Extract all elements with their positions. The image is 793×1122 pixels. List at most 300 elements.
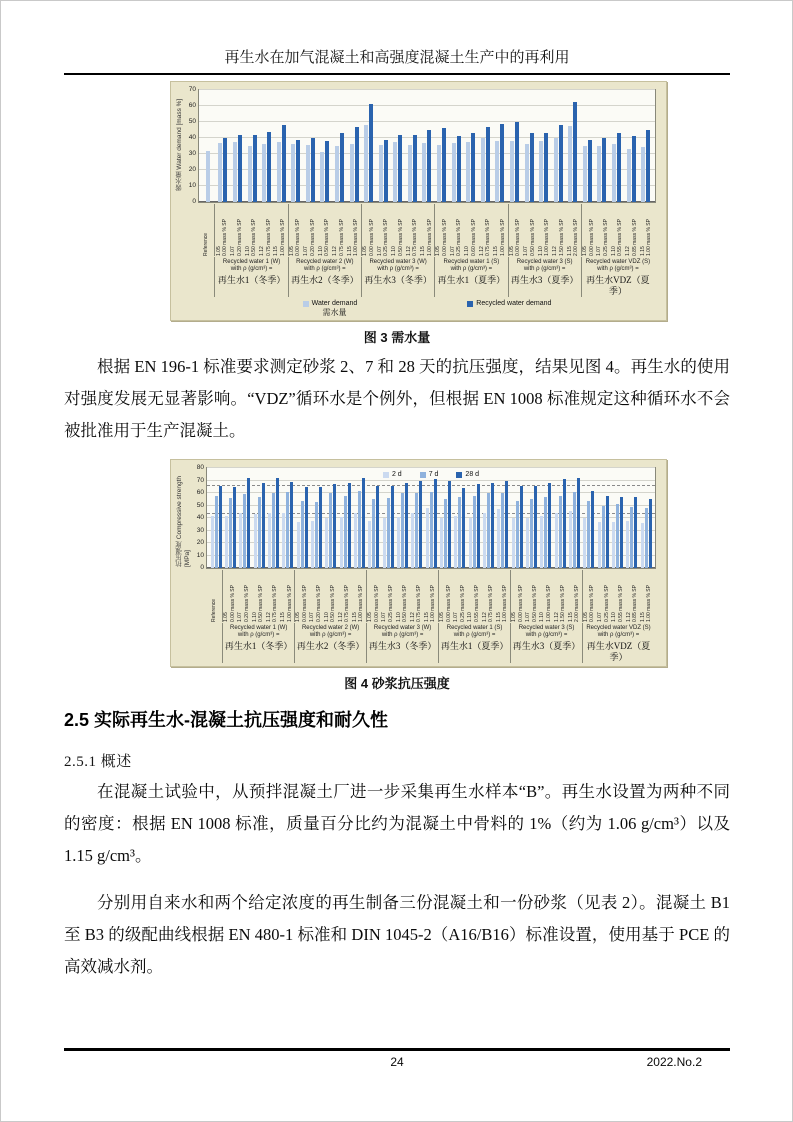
- x-tick: [237, 570, 251, 622]
- x-tick-label: 0.20 mass % SP: [236, 219, 243, 256]
- group-label-en: Recycled water 3 (W): [373, 625, 432, 631]
- x-tick: [366, 570, 381, 622]
- bar-column: [381, 468, 395, 568]
- bar: [500, 124, 504, 202]
- group-label-en2: with ρ (g/cm³) =: [237, 632, 280, 638]
- x-tick-label: 1.07: [237, 612, 244, 622]
- group-label-en: Recycled water 3 (S): [516, 259, 573, 265]
- bar: [262, 144, 266, 202]
- bar: [602, 506, 605, 569]
- bar: [376, 486, 379, 569]
- x-tick: [252, 570, 266, 622]
- x-tick-label: 1.05: [511, 612, 518, 622]
- x-tick-label: 0.55 mass % SP: [617, 585, 624, 622]
- x-tick-label: 1.15: [351, 612, 358, 622]
- bar: [419, 481, 422, 569]
- x-tick-label: 1.00 mass % SP: [646, 585, 653, 622]
- x-tick-label: 1.07: [596, 246, 603, 256]
- x-tick-label: 1.15: [566, 246, 573, 256]
- legend-item: [456, 471, 479, 479]
- legend-swatch: [420, 472, 426, 478]
- group-label: [581, 257, 654, 297]
- bar-column: [266, 468, 280, 568]
- y-tick-label: 30: [188, 150, 196, 157]
- group-label: [361, 257, 434, 297]
- bar: [291, 144, 295, 202]
- x-tick-label: 1.07: [453, 612, 460, 622]
- y-tick-label: 20: [188, 166, 196, 174]
- x-tick-label: 1.50 mass % SP: [560, 585, 567, 622]
- x-tick-label: 1.00 mass % SP: [545, 585, 552, 622]
- bar-column: [539, 468, 553, 568]
- y-tick-label: 70: [196, 476, 204, 484]
- bar-column: [478, 90, 493, 202]
- bar: [526, 518, 529, 568]
- issue-label: 2022.No.2: [646, 1055, 702, 1069]
- x-tick-label: 1.05: [288, 246, 295, 256]
- x-tick-label: 0.00 mass % SP: [373, 585, 380, 622]
- bar-column: [609, 90, 624, 202]
- x-tick: [581, 204, 596, 256]
- bar-column: [424, 468, 438, 568]
- x-tick: [566, 204, 580, 256]
- x-tick-label: 2.00 mass % SP: [574, 585, 581, 622]
- bar: [408, 145, 412, 202]
- x-tick: [338, 570, 352, 622]
- x-tick: [266, 570, 280, 622]
- bar: [559, 125, 563, 202]
- figure4-chart: [170, 459, 667, 667]
- group-label-en2: with ρ (g/cm³) =: [523, 266, 566, 272]
- legend: [207, 471, 655, 479]
- bar: [415, 493, 418, 568]
- bar: [267, 132, 271, 202]
- group-label-en: Recycled water 1 (W): [222, 259, 281, 265]
- group-label-en2: with ρ (g/cm³) =: [597, 632, 640, 638]
- x-axis-labels: [198, 204, 656, 256]
- bar: [539, 141, 543, 202]
- x-tick-label: 1.05: [362, 246, 369, 256]
- bar: [238, 135, 242, 202]
- x-tick-label: 0.85 mass % SP: [632, 585, 639, 622]
- x-tick-label: 1.05: [508, 246, 515, 256]
- x-tick-label: 0.50 mass % SP: [251, 219, 258, 256]
- bar-column: [238, 468, 252, 568]
- bar-column: [201, 90, 216, 202]
- y-axis: [176, 464, 206, 663]
- bar-column: [391, 90, 406, 202]
- bar-column: [507, 90, 522, 202]
- x-tick-label: 1.10: [391, 246, 398, 256]
- x-tick-label: 1.00 mass % SP: [279, 219, 286, 256]
- x-tick-label: 1.10: [317, 246, 324, 256]
- x-tick: [222, 570, 237, 622]
- x-tick: [496, 570, 510, 622]
- x-tick-label: 1.15: [567, 612, 574, 622]
- bar: [591, 491, 594, 569]
- bar: [634, 497, 637, 568]
- group-label-en: Recycled water 1 (S): [443, 259, 500, 265]
- bar-column: [565, 90, 580, 202]
- bar: [645, 508, 648, 568]
- bar: [646, 130, 650, 202]
- bar: [223, 138, 227, 202]
- x-tick-label: 1.00 mass % SP: [430, 585, 437, 622]
- x-tick-label: 0.00 mass % SP: [588, 219, 595, 256]
- bar: [530, 499, 533, 568]
- bar: [335, 146, 339, 202]
- bar-column: [332, 90, 347, 202]
- y-tick-label: 30: [196, 526, 204, 534]
- legend-label: Water demand: [311, 300, 358, 307]
- bar-column: [434, 90, 449, 202]
- running-header: 再生水在加气混凝土和高强度混凝土生产中的再利用: [224, 50, 570, 66]
- bar-column: [230, 90, 245, 202]
- bar: [641, 147, 645, 202]
- x-tick-label: 1.07: [523, 246, 530, 256]
- bar: [487, 493, 490, 568]
- x-tick-label: 1.12: [259, 246, 266, 256]
- group-label-zh: 再生水VDZ（夏季）: [586, 275, 650, 296]
- x-tick-label: 1.05: [295, 612, 302, 622]
- bar-column: [551, 90, 566, 202]
- bar: [555, 513, 558, 568]
- group-label-zh: 再生水VDZ（夏季）: [586, 641, 651, 662]
- bar: [311, 521, 314, 569]
- bar-column: [553, 468, 567, 568]
- bar: [458, 497, 461, 568]
- bar: [497, 509, 500, 568]
- y-tick-label: 70: [188, 86, 196, 93]
- x-axis-labels: [206, 570, 656, 622]
- bar: [530, 133, 534, 202]
- bar-column: [367, 468, 381, 568]
- bar: [383, 518, 386, 568]
- x-tick-label: 1.15: [639, 612, 646, 622]
- group-label: [438, 623, 510, 663]
- y-axis-label: 抗压强度 Compressive strength [MPa]: [176, 475, 191, 567]
- x-tick: [280, 570, 294, 622]
- bar: [501, 493, 504, 568]
- x-tick: [420, 204, 434, 256]
- x-tick: [640, 204, 654, 256]
- bar: [442, 128, 446, 202]
- x-tick: [510, 570, 525, 622]
- bar: [282, 125, 286, 202]
- y-ticks: [184, 86, 198, 205]
- bar: [505, 481, 508, 569]
- x-tick-label: 1.07: [309, 612, 316, 622]
- subsection-heading-2-5-1: 2.5.1 概述: [64, 754, 132, 770]
- x-tick-label: 1.15: [639, 246, 646, 256]
- x-tick: [395, 570, 409, 622]
- x-tick-label: 0.00 mass % SP: [295, 219, 302, 256]
- bar-column: [510, 468, 524, 568]
- x-tick-label: 1.12: [405, 246, 412, 256]
- bar: [559, 496, 562, 569]
- bar: [344, 496, 347, 569]
- bar-column: [449, 90, 464, 202]
- bar: [422, 143, 426, 202]
- bar: [486, 127, 490, 202]
- bar: [649, 499, 652, 568]
- bar: [218, 143, 222, 202]
- bar-column: [438, 468, 452, 568]
- legend-item: [467, 300, 551, 308]
- bar-column: [274, 90, 289, 202]
- x-tick: [259, 204, 273, 256]
- x-tick: [424, 570, 438, 622]
- x-tick: [294, 570, 309, 622]
- bar-column: [639, 468, 653, 568]
- bar: [262, 483, 265, 568]
- x-tick-label: 1.10: [610, 246, 617, 256]
- bar-column: [453, 468, 467, 568]
- x-tick: [539, 570, 553, 622]
- footer: [64, 1048, 730, 1069]
- bar: [440, 518, 443, 568]
- y-tick-label: 60: [188, 102, 196, 109]
- group-spacer: [200, 257, 214, 297]
- bar: [219, 486, 222, 569]
- x-tick-label: 1.12: [625, 612, 632, 622]
- group-label: [508, 257, 581, 297]
- bar: [320, 152, 324, 202]
- plot-area: [198, 89, 656, 203]
- bar: [520, 486, 523, 569]
- x-tick: [381, 570, 395, 622]
- x-tick-label: 1.12: [337, 612, 344, 622]
- bar-column: [610, 468, 624, 568]
- group-label-en: Recycled water VDZ (S): [585, 259, 651, 265]
- x-tick: [467, 570, 481, 622]
- group-label-en2: with ρ (g/cm³) =: [597, 266, 639, 272]
- bar: [544, 133, 548, 202]
- x-tick-label: 1.15: [423, 612, 430, 622]
- x-tick-label: 0.25 mass % SP: [456, 219, 463, 256]
- x-tick: [347, 204, 361, 256]
- x-tick-label: 0.00 mass % SP: [517, 585, 524, 622]
- x-tick-label: 1.00 mass % SP: [358, 585, 365, 622]
- bar-column: [536, 90, 551, 202]
- x-tick-label: 0.00 mass % SP: [222, 219, 229, 256]
- bar-column: [352, 468, 366, 568]
- group-label-en: Recycled water 2 (W): [301, 625, 360, 631]
- bar: [573, 102, 577, 202]
- x-tick-label: 1.05: [223, 612, 230, 622]
- bar: [569, 511, 572, 569]
- group-label-en: Recycled water 1 (W): [229, 625, 288, 631]
- bar: [311, 138, 315, 202]
- bar: [397, 517, 400, 568]
- bar: [297, 522, 300, 568]
- bar: [305, 487, 308, 568]
- x-tick-label: 0.25 mass % SP: [602, 219, 609, 256]
- x-tick-label: 0.00 mass % SP: [445, 585, 452, 622]
- x-tick-label: 0.00 mass % SP: [589, 585, 596, 622]
- bar-column: [303, 90, 318, 202]
- bar: [469, 518, 472, 568]
- bar: [612, 144, 616, 202]
- x-tick-label: 1.12: [625, 246, 632, 256]
- group-label-en2: with ρ (g/cm³) =: [309, 632, 352, 638]
- x-tick: [410, 570, 424, 622]
- bar-column: [463, 90, 478, 202]
- bar: [632, 136, 636, 202]
- x-tick: [640, 570, 654, 622]
- bar-column: [347, 90, 362, 202]
- x-tick-label: 0.00 mass % SP: [441, 219, 448, 256]
- bar: [563, 479, 566, 568]
- x-tick: [318, 204, 332, 256]
- x-tick-label: 0.50 mass % SP: [330, 585, 337, 622]
- x-tick-label: 0.20 mass % SP: [309, 219, 316, 256]
- bar: [411, 513, 414, 568]
- x-tick: [200, 204, 214, 256]
- y-tick-label: 0: [200, 564, 204, 571]
- x-tick-label: 1.05: [582, 612, 589, 622]
- bar-column: [209, 468, 223, 568]
- bar: [253, 135, 257, 202]
- x-tick: [361, 204, 376, 256]
- bar-column: [252, 468, 266, 568]
- group-label-zh: 再生水3（冬季）: [364, 275, 432, 285]
- x-tick-label: 0.50 mass % SP: [397, 219, 404, 256]
- bar: [233, 487, 236, 568]
- x-tick-label: 0.00 mass % SP: [368, 219, 375, 256]
- bar: [598, 522, 601, 568]
- x-tick-label: 0.50 mass % SP: [529, 219, 536, 256]
- bar: [525, 144, 529, 202]
- bar: [473, 496, 476, 569]
- x-tick-label: 0.75 mass % SP: [338, 219, 345, 256]
- x-tick: [554, 570, 568, 622]
- x-tick-label: 0.25 mass % SP: [603, 585, 610, 622]
- x-tick: [611, 204, 625, 256]
- bar: [290, 482, 293, 568]
- group-spacer: [208, 623, 222, 663]
- bar: [354, 513, 357, 568]
- bar: [457, 136, 461, 202]
- figure3-caption: 图 3 需水量: [363, 330, 431, 345]
- bar: [512, 518, 515, 568]
- x-tick: [244, 204, 258, 256]
- chart-body: [176, 464, 656, 663]
- bar: [568, 126, 572, 202]
- legend-text: [312, 300, 358, 317]
- x-tick-label: 0.00 mass % SP: [229, 585, 236, 622]
- bar: [588, 140, 592, 202]
- x-tick-label: 1.05: [582, 246, 588, 256]
- plot-main: [206, 467, 656, 663]
- bar: [333, 484, 336, 568]
- group-label: [288, 257, 361, 297]
- x-tick-label: 0.75 mass % SP: [272, 585, 279, 622]
- group-label-zh: 再生水3（夏季）: [512, 641, 581, 651]
- bar: [630, 507, 633, 568]
- bar: [426, 508, 429, 568]
- bar: [225, 516, 228, 569]
- bar-column: [410, 468, 424, 568]
- bar: [348, 483, 351, 568]
- y-ticks: [192, 464, 206, 571]
- bar: [534, 486, 537, 569]
- bar: [315, 502, 318, 568]
- bar: [325, 518, 328, 568]
- group-label-en2: with ρ (g/cm³) =: [381, 632, 424, 638]
- bar: [430, 492, 433, 568]
- bar: [491, 483, 494, 568]
- x-tick-label: 1.05: [435, 246, 442, 256]
- x-tick-label: 1.50 mass % SP: [558, 219, 565, 256]
- bar-column: [638, 90, 653, 202]
- paragraph-2: 在混凝土试验中，从预拌混凝土厂进一步采集再生水样本“B”。再生水设置为两种不同的密度：根据 EN 1008 标准，质量百分比约为混凝土中骨料的 1%（约为 1.06 g/cm³）以及 1.15 g/cm³。: [64, 782, 730, 865]
- y-tick-label: 50: [196, 501, 204, 509]
- bar: [437, 145, 441, 202]
- group-label-zh: 再生水2（冬季）: [296, 641, 365, 651]
- y-tick-label: 60: [196, 489, 204, 496]
- x-tick-label: 1.12: [265, 612, 272, 622]
- group-label-zh: 再生水1（夏季）: [440, 641, 509, 651]
- bar: [296, 140, 300, 202]
- bar: [369, 104, 373, 202]
- x-tick: [214, 204, 229, 256]
- y-tick-label: 10: [196, 551, 204, 559]
- bar: [427, 130, 431, 202]
- y-tick-label: 40: [196, 514, 204, 521]
- x-tick: [596, 204, 610, 256]
- x-tick-label: 0.50 mass % SP: [258, 585, 265, 622]
- x-tick: [625, 204, 639, 256]
- bar-column: [580, 90, 595, 202]
- bar: [258, 497, 261, 568]
- bar-column: [420, 90, 435, 202]
- x-tick-label: 1.15: [420, 246, 427, 256]
- x-tick: [438, 570, 453, 622]
- bar: [398, 135, 402, 202]
- bar: [606, 496, 609, 569]
- bar: [387, 498, 390, 568]
- x-tick: [537, 204, 551, 256]
- x-tick-label: 2.00 mass % SP: [573, 219, 580, 256]
- bar: [229, 498, 232, 568]
- legend-swatch: [383, 472, 389, 478]
- bar-column: [318, 90, 333, 202]
- bar: [577, 478, 580, 568]
- bar-column: [309, 468, 323, 568]
- bar: [583, 146, 587, 202]
- y-tick-label: 80: [196, 464, 204, 471]
- bar: [554, 138, 558, 202]
- bar: [413, 135, 417, 202]
- bar: [626, 521, 629, 569]
- group-label-zh: 再生水1（冬季）: [217, 275, 286, 285]
- x-tick-label: 0.50 mass % SP: [531, 585, 538, 622]
- x-tick-label: 1.15: [280, 612, 287, 622]
- x-tick-label: 1.07: [381, 612, 388, 622]
- x-tick: [568, 570, 582, 622]
- bar: [233, 142, 237, 202]
- legend-item: [303, 300, 358, 317]
- bar-column: [595, 90, 610, 202]
- y-tick-label: 0: [192, 198, 196, 205]
- x-tick: [332, 204, 346, 256]
- x-tick-label: 1.12: [478, 246, 485, 256]
- bar-column: [481, 468, 495, 568]
- group-label-en: Recycled water 2 (W): [296, 259, 354, 265]
- x-tick: [309, 570, 323, 622]
- bar-column: [467, 468, 481, 568]
